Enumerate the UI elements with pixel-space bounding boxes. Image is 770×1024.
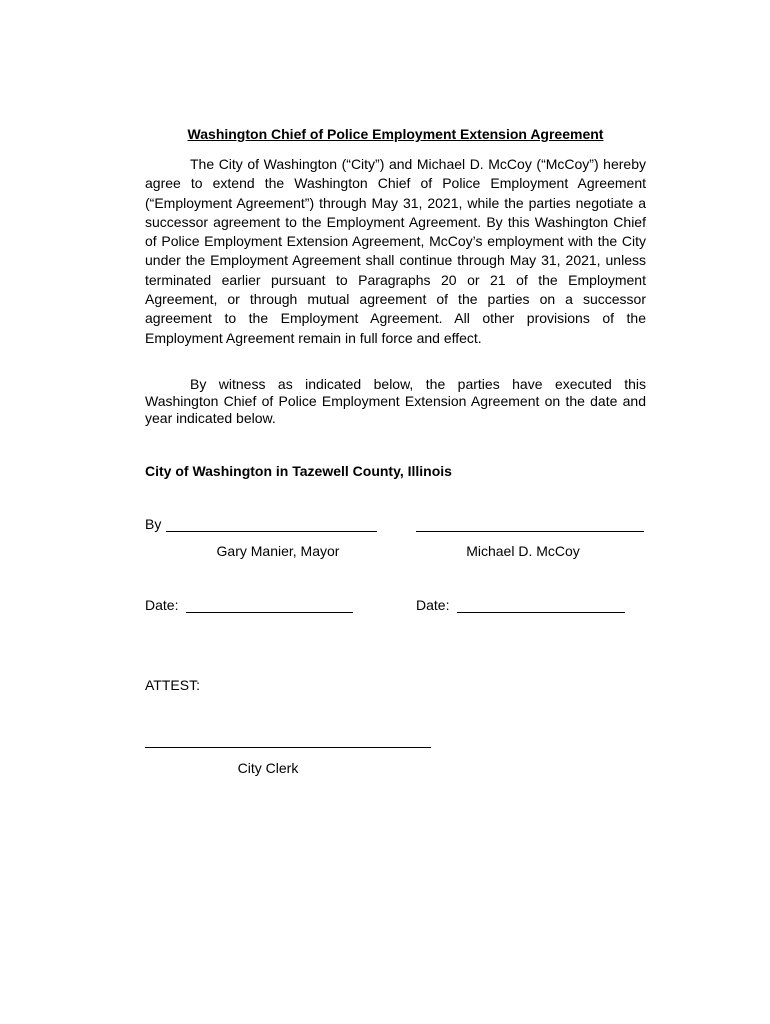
document-title: Washington Chief of Police Employment Extension Agreement	[187, 126, 604, 142]
mccoy-name: Michael D. McCoy	[466, 543, 580, 559]
mccoy-date-line	[457, 612, 625, 613]
mccoy-date-label: Date:	[416, 597, 450, 613]
clerk-signature-line	[145, 747, 431, 748]
attest-label: ATTEST:	[145, 677, 200, 693]
party-heading: City of Washington in Tazewell County, Illinois	[145, 463, 452, 479]
witness-paragraph: By witness as indicated below, the parties have executed this Washington Chief of Police Employment Extension Agreement on the date and year indicated below.	[145, 376, 646, 426]
by-label: By	[145, 516, 162, 532]
mayor-date-line	[186, 612, 353, 613]
mayor-name: Gary Manier, Mayor	[216, 543, 340, 559]
mayor-signature-line	[166, 531, 377, 532]
mccoy-signature-line	[416, 531, 644, 532]
mayor-date-label: Date:	[145, 597, 179, 613]
clerk-name: City Clerk	[237, 760, 299, 776]
agreement-paragraph: The City of Washington (“City”) and Michael D. McCoy (“McCoy”) hereby agree to extend the Washington Chief of Police Employment Agreement (“Employment Agreement”) through May 31, 2021, while the parties negotiate a successor agreement to the Employment Agreement. By this Washington Chief of Police Employment Extension Agreement, McCoy’s employment with the City under the Employment Agreement shall continue through May 31, 2021, unless terminated earlier pursuant to Paragraphs 20 or 21 of the Employment Agreement, or through mutual agreement of the parties on a successor agreement to the Employment Agreement. All other provisions of the Employment Agreement remain in full force and effect.	[145, 156, 646, 346]
